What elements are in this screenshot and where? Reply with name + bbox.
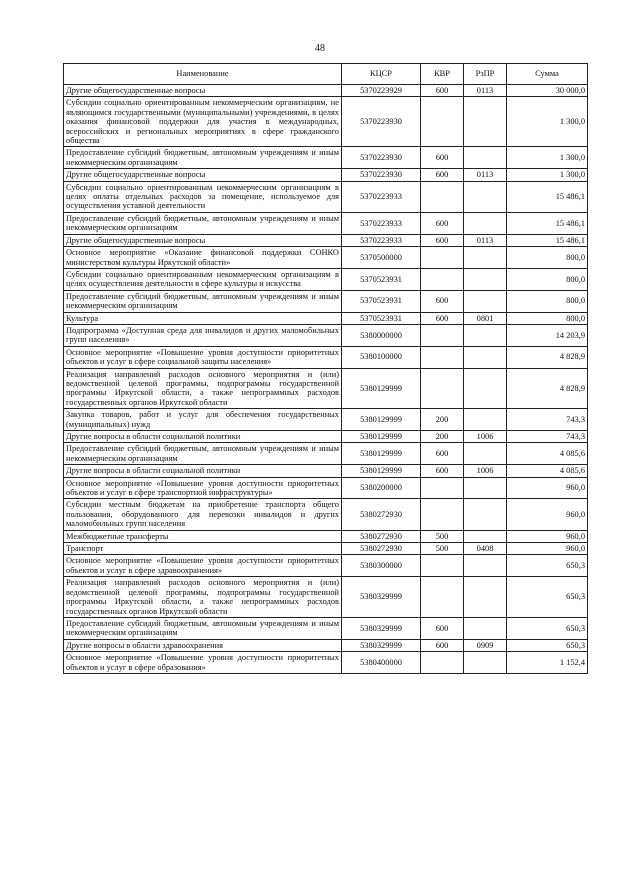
cell-name: Подпрограмма «Доступная среда для инвалидов и других маломобильных групп населения» — [64, 324, 342, 346]
cell-kcsr: 5370523931 — [342, 290, 421, 312]
table-row — [64, 346, 588, 368]
cell-name: Предоставление субсидий бюджетным, автономным учреждениям и иным некоммерческим организациям — [64, 147, 342, 169]
table-row — [64, 543, 588, 555]
budget-table — [63, 63, 588, 674]
cell-sum: 960,0 — [507, 477, 588, 499]
page-number: 48 — [315, 43, 325, 54]
cell-kvr — [421, 181, 464, 212]
cell-sum: 800,0 — [507, 268, 588, 290]
cell-kcsr: 5370223933 — [342, 212, 421, 234]
cell-sum: 1 152,4 — [507, 652, 588, 674]
cell-sum: 650,3 — [507, 577, 588, 618]
cell-kvr: 600 — [421, 85, 464, 97]
table-row — [64, 368, 588, 409]
cell-sum: 800,0 — [507, 312, 588, 324]
cell-kcsr: 5380129999 — [342, 431, 421, 443]
table-row — [64, 290, 588, 312]
table-body — [64, 85, 588, 674]
cell-rzpr — [464, 577, 507, 618]
cell-name: Субсидии социально ориентированным некоммерческим организациям в целях оплаты отдельных расходов за помещение, используемое для осуществления уставной деятельности — [64, 181, 342, 212]
table-row — [64, 477, 588, 499]
cell-kcsr: 5380400000 — [342, 652, 421, 674]
cell-kvr: 200 — [421, 431, 464, 443]
cell-kcsr: 5380300000 — [342, 555, 421, 577]
cell-name: Закупка товаров, работ и услуг для обеспечения государственных (муниципальных) нужд — [64, 409, 342, 431]
cell-kvr — [421, 555, 464, 577]
cell-kvr — [421, 477, 464, 499]
table-row — [64, 409, 588, 431]
cell-name: Культура — [64, 312, 342, 324]
table-row — [64, 324, 588, 346]
cell-kcsr: 5370223930 — [342, 97, 421, 147]
cell-kcsr: 5380329999 — [342, 577, 421, 618]
cell-rzpr — [464, 346, 507, 368]
cell-sum: 960,0 — [507, 543, 588, 555]
cell-kvr — [421, 368, 464, 409]
cell-rzpr — [464, 555, 507, 577]
cell-kvr: 600 — [421, 290, 464, 312]
cell-name: Основное мероприятие «Повышение уровня доступности приоритетных объектов и услуг в сфере транспортной инфраструктуры» — [64, 477, 342, 499]
cell-kcsr: 5380129999 — [342, 465, 421, 477]
table-row — [64, 234, 588, 246]
table-row — [64, 639, 588, 651]
cell-sum: 800,0 — [507, 247, 588, 269]
cell-name: Другие общегосударственные вопросы — [64, 169, 342, 181]
header-kcsr: КЦСР — [342, 64, 421, 85]
cell-sum: 15 486,1 — [507, 234, 588, 246]
table-row — [64, 212, 588, 234]
header-kvr: КВР — [421, 64, 464, 85]
cell-rzpr — [464, 290, 507, 312]
table-row — [64, 530, 588, 542]
header-sum: Сумма — [507, 64, 588, 85]
cell-rzpr: 0113 — [464, 85, 507, 97]
table-row — [64, 147, 588, 169]
cell-name: Другие вопросы в области социальной политики — [64, 465, 342, 477]
cell-sum: 14 203,9 — [507, 324, 588, 346]
table-row — [64, 431, 588, 443]
cell-kcsr: 5380272930 — [342, 499, 421, 530]
cell-kcsr: 5370523931 — [342, 268, 421, 290]
cell-kvr — [421, 346, 464, 368]
cell-rzpr — [464, 324, 507, 346]
cell-rzpr — [464, 617, 507, 639]
cell-kcsr: 5370223929 — [342, 85, 421, 97]
cell-sum: 4 085,6 — [507, 443, 588, 465]
cell-name: Межбюджетные трансферты — [64, 530, 342, 542]
cell-sum: 4 828,9 — [507, 346, 588, 368]
cell-name: Субсидии местным бюджетам на приобретение транспорта общего пользования, оборудованного для перевозки инвалидов и других маломобильных групп населения — [64, 499, 342, 530]
cell-kvr: 600 — [421, 465, 464, 477]
cell-rzpr — [464, 499, 507, 530]
cell-kvr: 600 — [421, 617, 464, 639]
cell-sum: 1 300,0 — [507, 169, 588, 181]
cell-name: Другие вопросы в области социальной политики — [64, 431, 342, 443]
cell-kvr — [421, 499, 464, 530]
cell-kvr: 600 — [421, 169, 464, 181]
cell-rzpr — [464, 652, 507, 674]
cell-name: Реализация направлений расходов основного мероприятия и (или) ведомственной целевой программы, подпрограммы государственной программы Иркутской области, а также непрограммных расходов государственных органов Иркутской области — [64, 368, 342, 409]
cell-kvr — [421, 577, 464, 618]
cell-kvr: 600 — [421, 234, 464, 246]
table-row — [64, 85, 588, 97]
cell-name: Основное мероприятие «Оказание финансовой поддержки СОНКО министерством культуры Иркутской области» — [64, 247, 342, 269]
cell-name: Предоставление субсидий бюджетным, автономным учреждениям и иным некоммерческим организациям — [64, 617, 342, 639]
table-row — [64, 312, 588, 324]
table-row — [64, 181, 588, 212]
cell-rzpr — [464, 268, 507, 290]
cell-kcsr: 5380129999 — [342, 409, 421, 431]
cell-kcsr: 5370223933 — [342, 181, 421, 212]
cell-kvr: 500 — [421, 530, 464, 542]
table-header-row — [64, 64, 588, 85]
cell-sum: 960,0 — [507, 530, 588, 542]
cell-kvr: 600 — [421, 639, 464, 651]
cell-sum: 15 486,1 — [507, 212, 588, 234]
header-name: Наименование — [64, 64, 342, 85]
table-row — [64, 617, 588, 639]
cell-kcsr: 5370223930 — [342, 147, 421, 169]
table-row — [64, 555, 588, 577]
table-row — [64, 443, 588, 465]
cell-sum: 960,0 — [507, 499, 588, 530]
cell-rzpr — [464, 368, 507, 409]
table-row — [64, 169, 588, 181]
table-row — [64, 465, 588, 477]
cell-rzpr: 0113 — [464, 234, 507, 246]
cell-name: Субсидии социально ориентированным некоммерческим организациям, не являющимся государственными (муниципальными) учреждениями, в целях оказания финансовой поддержки для участия в международных, всероссийских и региональных мероприятиях в сфере гражданского общества — [64, 97, 342, 147]
cell-sum: 4 085,6 — [507, 465, 588, 477]
cell-rzpr — [464, 97, 507, 147]
cell-kcsr: 5380272930 — [342, 530, 421, 542]
cell-kvr: 600 — [421, 147, 464, 169]
cell-name: Транспорт — [64, 543, 342, 555]
cell-sum: 743,3 — [507, 431, 588, 443]
cell-rzpr — [464, 530, 507, 542]
cell-sum: 743,3 — [507, 409, 588, 431]
cell-kvr — [421, 324, 464, 346]
cell-name: Другие общегосударственные вопросы — [64, 234, 342, 246]
cell-kcsr: 5370223930 — [342, 169, 421, 181]
cell-sum: 30 000,0 — [507, 85, 588, 97]
cell-rzpr: 0113 — [464, 169, 507, 181]
table-row — [64, 268, 588, 290]
cell-name: Предоставление субсидий бюджетным, автономным учреждениям и иным некоммерческим организациям — [64, 212, 342, 234]
cell-name: Основное мероприятие «Повышение уровня доступности приоритетных объектов и услуг в сфере социальной защиты населения» — [64, 346, 342, 368]
cell-rzpr — [464, 247, 507, 269]
cell-kcsr: 5380129999 — [342, 368, 421, 409]
cell-name: Субсидии социально ориентированным некоммерческим организациям в целях осуществления деятельности в сфере культуры и искусства — [64, 268, 342, 290]
cell-name: Предоставление субсидий бюджетным, автономным учреждениям и иным некоммерческим организациям — [64, 290, 342, 312]
cell-sum: 15 486,1 — [507, 181, 588, 212]
cell-sum: 4 828,9 — [507, 368, 588, 409]
table-row — [64, 247, 588, 269]
cell-kcsr: 5380100000 — [342, 346, 421, 368]
cell-kvr: 500 — [421, 543, 464, 555]
cell-name: Основное мероприятие «Повышение уровня доступности приоритетных объектов и услуг в сфере здравоохранения» — [64, 555, 342, 577]
cell-name: Реализация направлений расходов основного мероприятия и (или) ведомственной целевой программы, подпрограммы государственной программы Иркутской области, а также непрограммных расходов государственных органов Иркутской области — [64, 577, 342, 618]
cell-sum: 650,3 — [507, 639, 588, 651]
table-row — [64, 577, 588, 618]
cell-kvr — [421, 652, 464, 674]
cell-kvr: 600 — [421, 212, 464, 234]
cell-kvr: 600 — [421, 312, 464, 324]
cell-rzpr: 1006 — [464, 465, 507, 477]
cell-kcsr: 5370523931 — [342, 312, 421, 324]
cell-sum: 1 300,0 — [507, 97, 588, 147]
cell-rzpr — [464, 409, 507, 431]
cell-sum: 1 300,0 — [507, 147, 588, 169]
cell-kcsr: 5380200000 — [342, 477, 421, 499]
cell-name: Другие вопросы в области здравоохранения — [64, 639, 342, 651]
cell-name: Другие общегосударственные вопросы — [64, 85, 342, 97]
cell-rzpr: 0801 — [464, 312, 507, 324]
table-row — [64, 499, 588, 530]
cell-kcsr: 5380000000 — [342, 324, 421, 346]
cell-kvr — [421, 247, 464, 269]
cell-rzpr — [464, 212, 507, 234]
table-row — [64, 652, 588, 674]
cell-rzpr: 0909 — [464, 639, 507, 651]
cell-rzpr: 1006 — [464, 431, 507, 443]
cell-sum: 800,0 — [507, 290, 588, 312]
cell-rzpr — [464, 443, 507, 465]
cell-kcsr: 5380129999 — [342, 443, 421, 465]
cell-kcsr: 5370500000 — [342, 247, 421, 269]
cell-name: Предоставление субсидий бюджетным, автономным учреждениям и иным некоммерческим организациям — [64, 443, 342, 465]
cell-rzpr — [464, 147, 507, 169]
cell-kvr: 600 — [421, 443, 464, 465]
cell-kvr — [421, 97, 464, 147]
cell-kvr — [421, 268, 464, 290]
cell-rzpr — [464, 477, 507, 499]
cell-sum: 650,3 — [507, 555, 588, 577]
cell-sum: 650,3 — [507, 617, 588, 639]
cell-kcsr: 5380329999 — [342, 617, 421, 639]
header-rzpr: РзПР — [464, 64, 507, 85]
cell-rzpr: 0408 — [464, 543, 507, 555]
cell-rzpr — [464, 181, 507, 212]
cell-kcsr: 5380272930 — [342, 543, 421, 555]
cell-kcsr: 5370223933 — [342, 234, 421, 246]
cell-kcsr: 5380329999 — [342, 639, 421, 651]
table-row — [64, 97, 588, 147]
cell-kvr: 200 — [421, 409, 464, 431]
cell-name: Основное мероприятие «Повышение уровня доступности приоритетных объектов и услуг в сфере образования» — [64, 652, 342, 674]
